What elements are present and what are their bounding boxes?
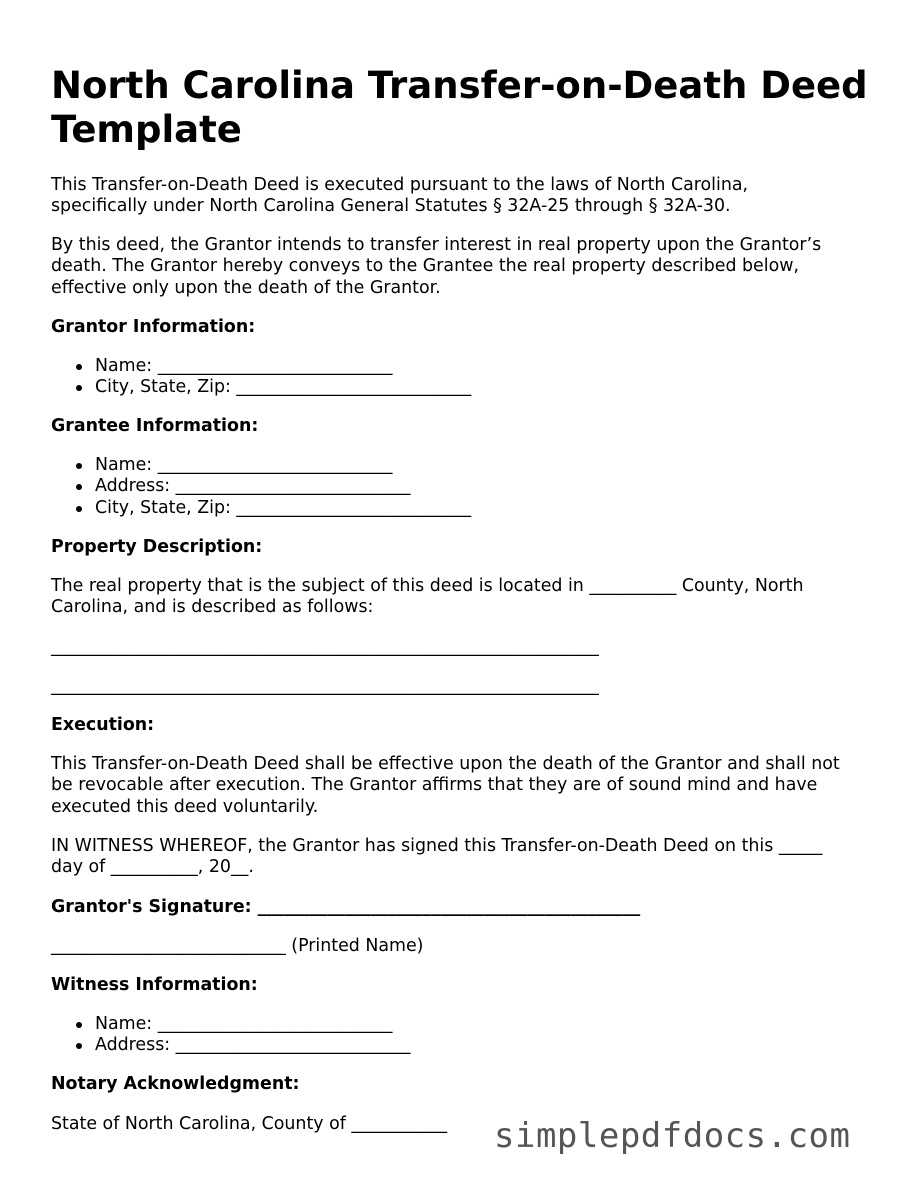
grantee-address-field: Address: ___________________________ — [51, 476, 471, 497]
grantor-heading: Grantor Information: — [51, 317, 256, 337]
grantee-city-field: City, State, Zip: ___________________________ — [51, 498, 471, 519]
watermark-logo: simplepdfdocs.com — [494, 1116, 851, 1156]
property-line-2: _______________________________________________________________ — [51, 676, 599, 696]
witness-heading: Witness Information: — [51, 975, 258, 995]
witness-address-field: Address: ___________________________ — [51, 1035, 410, 1056]
property-paragraph: The real property that is the subject of this deed is located in __________ County, North Carolina, and is described as follows: — [51, 576, 804, 618]
grantor-city-field: City, State, Zip: ___________________________ — [51, 377, 471, 398]
execution-heading: Execution: — [51, 715, 155, 735]
notary-county-line: State of North Carolina, County of ___________ — [51, 1114, 448, 1134]
property-heading: Property Description: — [51, 537, 263, 557]
printed-name-line: ___________________________ (Printed Name) — [51, 936, 424, 956]
grantee-heading: Grantee Information: — [51, 416, 259, 436]
notary-heading: Notary Acknowledgment: — [51, 1074, 300, 1094]
witness-name-field: Name: ___________________________ — [51, 1014, 410, 1035]
grantee-name-field: Name: ___________________________ — [51, 455, 471, 476]
page-title: North Carolina Transfer-on-Death Deed Template — [51, 64, 868, 151]
grantor-signature-line: Grantor's Signature: ____________________________________________ — [51, 897, 641, 917]
witness-clause: IN WITNESS WHEREOF, the Grantor has signed this Transfer-on-Death Deed on this _____ day of __________, 20__. — [51, 836, 823, 878]
grantor-name-field: Name: ___________________________ — [51, 356, 471, 377]
purpose-paragraph: By this deed, the Grantor intends to transfer interest in real property upon the Grantor’s death. The Grantor hereby conveys to the Grantee the real property described below, effective only upon the death of the Grantor. — [51, 235, 822, 298]
execution-paragraph: This Transfer-on-Death Deed shall be effective upon the death of the Grantor and shall not be revocable after execution. The Grantor affirms that they are of sound mind and have executed this deed voluntarily. — [51, 754, 840, 817]
witness-list — [51, 1014, 410, 1057]
grantor-list — [51, 356, 471, 399]
intro-paragraph: This Transfer-on-Death Deed is executed pursuant to the laws of North Carolina, specifically under North Carolina General Statutes § 32A-25 through § 32A-30. — [51, 175, 749, 217]
property-line-1: _______________________________________________________________ — [51, 637, 599, 657]
grantee-list — [51, 455, 471, 519]
